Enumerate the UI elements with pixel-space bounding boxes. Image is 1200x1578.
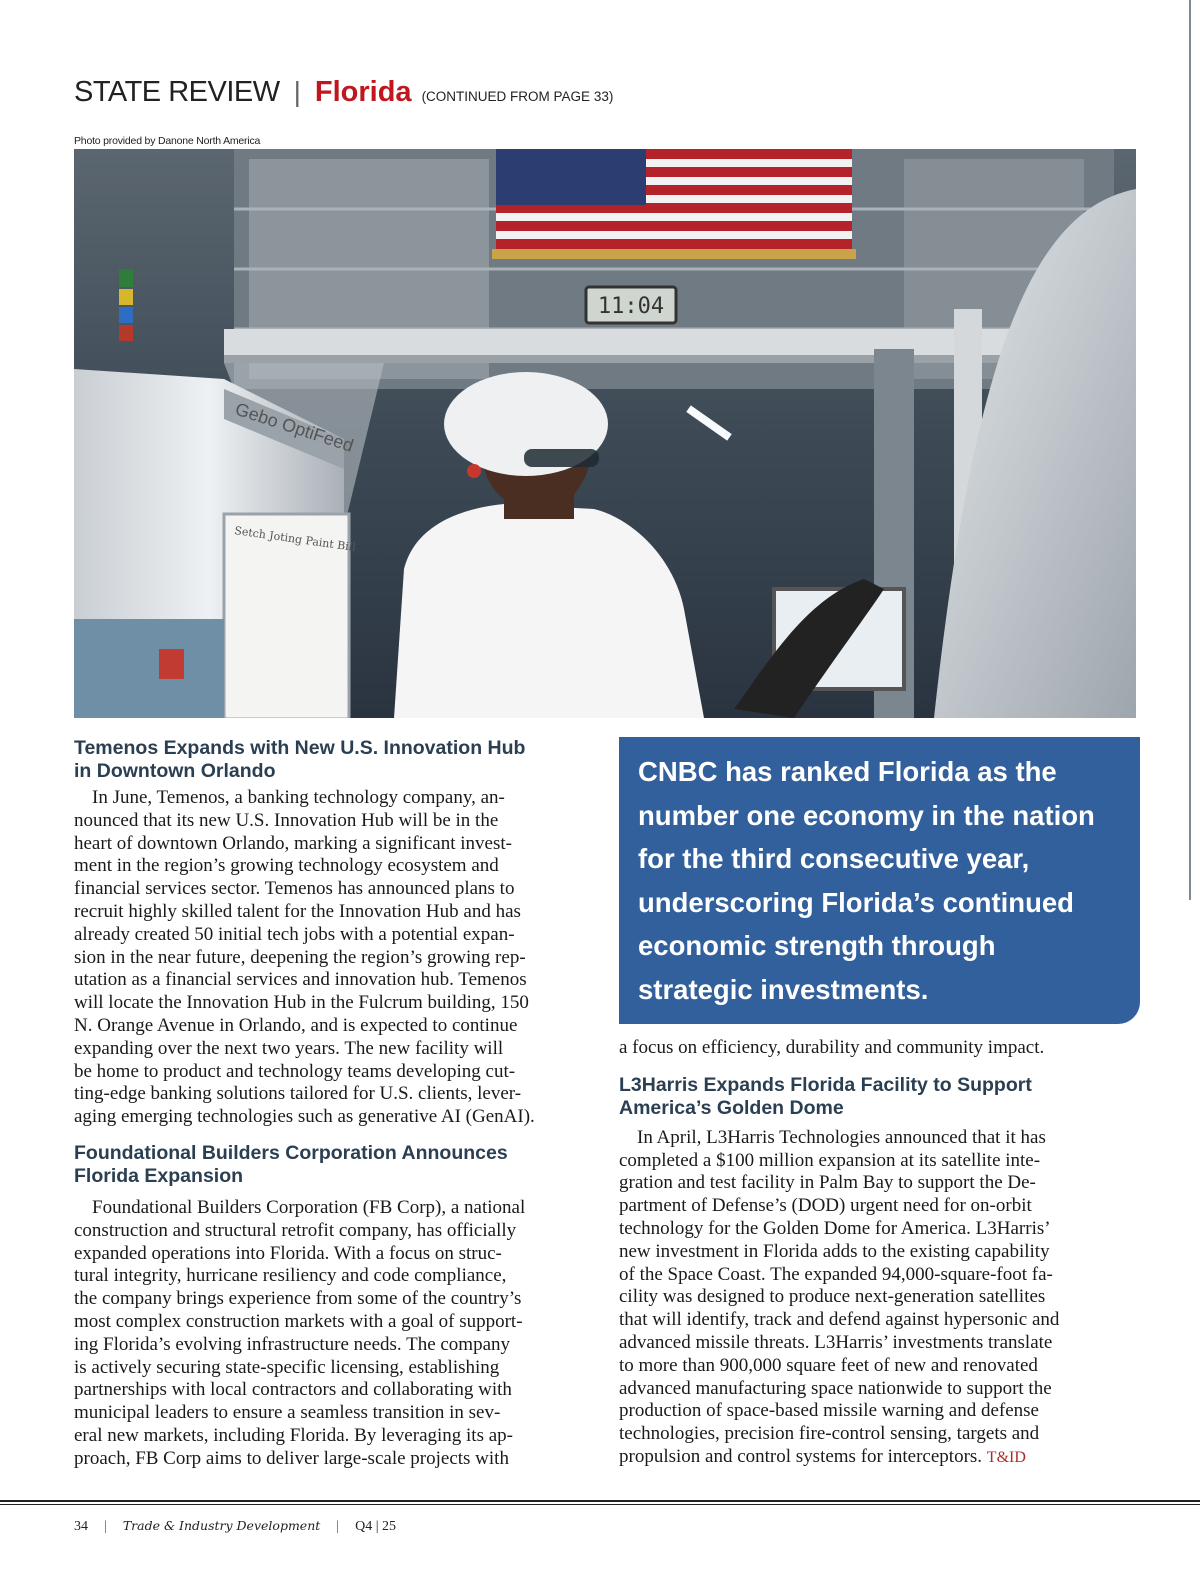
text-line: N. Orange Avenue in Orlando, and is expected to continue	[74, 1014, 518, 1036]
svg-text:Gebo OptiFeed: Gebo OptiFeed	[232, 398, 356, 456]
quote-line: for the third consecutive year,	[638, 843, 1030, 874]
article-body-fbcorp	[74, 1197, 592, 1471]
page-number: 34	[74, 1519, 88, 1534]
text-line: advanced manufacturing space nationwide to support the	[619, 1377, 1052, 1399]
heading-line: in Downtown Orlando	[74, 760, 276, 782]
text-line: cility was designed to produce next-generation satellites	[619, 1286, 1046, 1308]
text-line: completed a $100 million expansion at its satellite inte-	[619, 1149, 1041, 1171]
footer-rule	[0, 1500, 1200, 1502]
text-line: ment in the region’s growing technology ecosystem and	[74, 855, 499, 877]
fbcorp-continuation: a focus on efficiency, durability and community impact.	[619, 1037, 1045, 1058]
page-footer	[74, 1518, 396, 1535]
text-line: financial services sector. Temenos has announced plans to	[74, 878, 515, 900]
text-line: already created 50 initial tech jobs with a potential expan-	[74, 923, 515, 945]
footer-rule	[0, 1504, 1200, 1505]
heading-line: Temenos Expands with New U.S. Innovation Hub	[74, 737, 526, 759]
section-title: STATE REVIEW	[74, 76, 280, 108]
text-line: partment of Defense’s (DOD) urgent need for on-orbit	[619, 1195, 1032, 1217]
text-line: ing Florida’s evolving infrastructure needs. The company	[74, 1333, 511, 1355]
end-mark: T&ID	[986, 1448, 1026, 1466]
quote-line: strategic investments.	[638, 973, 929, 1005]
text-line: nounced that its new U.S. Innovation Hub will be in the	[74, 809, 499, 831]
state-name: Florida	[314, 76, 412, 108]
factory-photo	[74, 149, 1136, 718]
quote-line: underscoring Florida’s continued	[638, 886, 1074, 918]
text-line: production of space-based missile warning and defense	[619, 1400, 1039, 1422]
page-header	[74, 76, 613, 116]
heading-line: Florida Expansion	[74, 1164, 244, 1187]
quote-line: economic strength through	[638, 930, 996, 961]
text-line: gration and test facility in Palm Bay to support the De-	[619, 1172, 1036, 1194]
footer-separator: |	[104, 1519, 107, 1534]
heading-line: Foundational Builders Corporation Announces	[74, 1141, 508, 1164]
photo-credit: Photo provided by Danone North America	[74, 135, 261, 147]
article-body-l3harris	[619, 1127, 1137, 1470]
text-line: will locate the Innovation Hub in the Fulcrum building, 150	[74, 992, 529, 1014]
text-line: technologies, precision fire-control sensing, targets and	[619, 1423, 1040, 1445]
quote-line: CNBC has ranked Florida as the	[638, 756, 1057, 787]
heading-line: America’s Golden Dome	[619, 1096, 844, 1119]
text-line: technology for the Golden Dome for America. L3Harris’	[619, 1217, 1051, 1239]
text-line: expanding over the next two years. The new facility will	[74, 1037, 504, 1059]
text-line: utation as a financial services and innovation hub. Temenos	[74, 969, 527, 991]
text-line: the company brings experience from some of the country’s	[74, 1288, 522, 1310]
text-line: ting-edge banking solutions tailored for U.S. clients, lever-	[74, 1083, 522, 1105]
publication-name: Trade & Industry Development	[122, 1518, 321, 1533]
text-line: aging emerging technologies such as generative AI (GenAI).	[74, 1106, 535, 1128]
text-line: sion in the near future, deepening the region’s growing rep-	[74, 946, 526, 968]
text-line: construction and structural retrofit company, has officially	[74, 1219, 517, 1241]
text-line: tural integrity, hurricane resiliency and code compliance,	[74, 1265, 507, 1287]
text-line: propulsion and control systems for interceptors.	[619, 1445, 983, 1467]
text-line: is actively securing state-specific licensing, establishing	[74, 1356, 500, 1378]
text-line: that will identify, track and defend against hypersonic and	[619, 1309, 1060, 1331]
heading-line: L3Harris Expands Florida Facility to Support	[619, 1073, 1032, 1096]
text-line: eral new markets, including Florida. By leveraging its ap-	[74, 1424, 513, 1446]
left-column	[74, 737, 592, 1471]
text-line: proach, FB Corp aims to deliver large-scale projects with	[74, 1447, 509, 1469]
article-heading-l3harris	[619, 1074, 1137, 1120]
quote-line: number one economy in the nation	[638, 799, 1095, 831]
page-edge-line	[1189, 0, 1191, 900]
text-line: In June, Temenos, a banking technology company, an-	[92, 787, 505, 808]
right-column	[619, 1037, 1137, 1470]
header-separator: |	[293, 76, 301, 107]
text-line: In April, L3Harris Technologies announced that it has	[637, 1126, 1046, 1148]
pull-quote	[619, 737, 1140, 1024]
flag-graphic	[492, 149, 856, 259]
article-heading-fbcorp	[74, 1142, 592, 1188]
svg-text:Setch Joting Paint Bill: Setch Joting Paint Bill	[233, 524, 357, 555]
text-line: municipal leaders to ensure a seamless transition in sev-	[74, 1402, 501, 1424]
issue-label: Q4 | 25	[355, 1519, 397, 1534]
text-line: new investment in Florida adds to the existing capability	[619, 1240, 1050, 1262]
text-line: be home to product and technology teams developing cut-	[74, 1060, 516, 1082]
text-line: advanced missile threats. L3Harris’ investments translate	[619, 1331, 1053, 1353]
article-heading-temenos	[74, 737, 592, 783]
text-line: Foundational Builders Corporation (FB Corp), a national	[92, 1196, 526, 1218]
article-body-temenos	[74, 787, 592, 1129]
continued-note: (CONTINUED FROM PAGE 33)	[421, 89, 614, 104]
text-line: heart of downtown Orlando, marking a significant invest-	[74, 832, 512, 854]
text-line: most complex construction markets with a goal of support-	[74, 1310, 523, 1332]
text-line: partnerships with local contractors and collaborating with	[74, 1379, 512, 1401]
text-line: of the Space Coast. The expanded 94,000-square-foot fa-	[619, 1263, 1053, 1285]
text-line: to more than 900,000 square feet of new and renovated	[619, 1354, 1038, 1376]
text-line: recruit highly skilled talent for the Innovation Hub and has	[74, 900, 521, 922]
text-line: expanded operations into Florida. With a focus on struc-	[74, 1242, 502, 1264]
svg-text:11:04: 11:04	[597, 294, 665, 319]
footer-separator: |	[336, 1519, 340, 1534]
